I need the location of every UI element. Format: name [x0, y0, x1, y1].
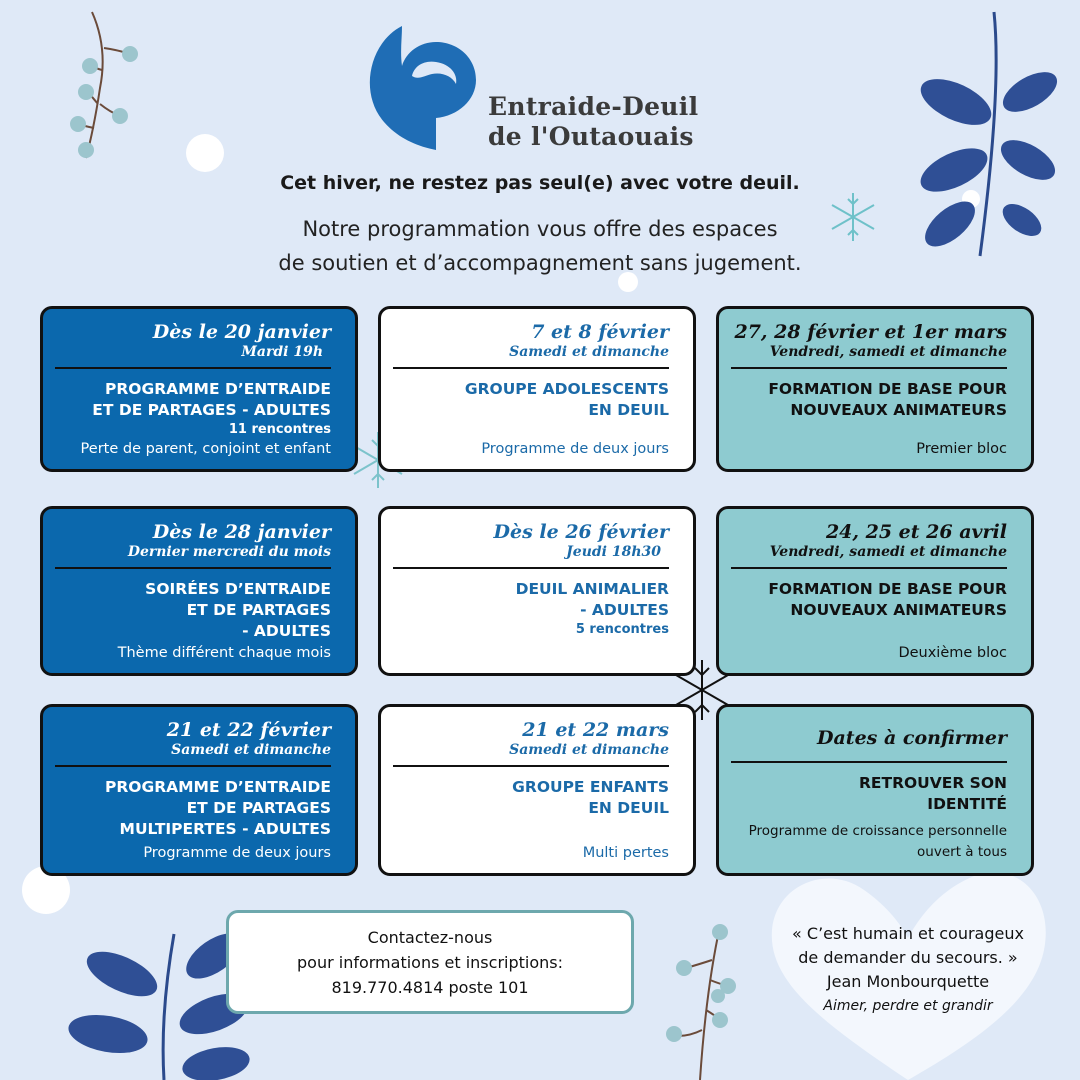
card-schedule: Mardi 19h [241, 344, 323, 360]
card-title: - ADULTES [242, 622, 331, 640]
card-date: Dates à confirmer [817, 727, 1007, 749]
card-date: Dès le 26 février [493, 521, 669, 543]
card-schedule: Dernier mercredi du mois [127, 544, 331, 560]
intro-line: Notre programmation vous offre des espaces [302, 217, 778, 241]
card-title: NOUVEAUX ANIMATEURS [790, 601, 1007, 619]
quote-line: de demander du secours. » [798, 948, 1018, 967]
berry-branch-icon [660, 920, 750, 1080]
card-date: Dès le 28 janvier [152, 521, 331, 543]
card-description: Perte de parent, conjoint et enfant [80, 441, 331, 457]
card-date: 21 et 22 février [166, 719, 331, 741]
card-title: GROUPE ENFANTS [512, 778, 669, 796]
leaf-branch-icon [910, 10, 1060, 260]
headline: Cet hiver, ne restez pas seul(e) avec votre deuil. [280, 172, 800, 194]
card-title: - ADULTES [580, 601, 669, 619]
program-card [716, 506, 1034, 676]
card-description: Multi pertes [582, 845, 669, 861]
contact-phone: 819.770.4814 poste 101 [331, 978, 529, 997]
berry-branch-icon [60, 8, 150, 168]
card-sessions: 11 rencontres [228, 422, 331, 437]
card-title: PROGRAMME D’ENTRAIDE [105, 380, 331, 398]
program-card [40, 306, 358, 472]
card-date: 7 et 8 février [531, 321, 669, 343]
card-schedule: Samedi et dimanche [171, 742, 331, 758]
card-schedule: Vendredi, samedi et dimanche [769, 344, 1007, 360]
card-date: 21 et 22 mars [522, 719, 669, 741]
divider [55, 367, 331, 369]
card-schedule: Samedi et dimanche [509, 742, 669, 758]
divider [731, 761, 1007, 763]
card-title: ET DE PARTAGES [186, 799, 331, 817]
program-card [716, 704, 1034, 876]
card-description: Programme de deux jours [143, 845, 331, 861]
program-card [716, 306, 1034, 472]
logo-icon [362, 22, 480, 154]
program-card [40, 704, 358, 876]
intro-text [200, 212, 880, 280]
org-name-line1: Entraide-Deuil [488, 92, 699, 121]
card-title: DEUIL ANIMALIER [515, 580, 669, 598]
card-title: EN DEUIL [588, 401, 669, 419]
divider [393, 567, 669, 569]
program-card [378, 506, 696, 676]
card-title: FORMATION DE BASE POUR [768, 380, 1007, 398]
divider [393, 367, 669, 369]
quote-book: Aimer, perdre et grandir [823, 998, 993, 1014]
contact-line: pour informations et inscriptions: [297, 953, 563, 972]
snow-dot [186, 134, 224, 172]
card-title: GROUPE ADOLESCENTS [464, 380, 669, 398]
card-description: Thème différent chaque mois [117, 645, 331, 661]
card-description: Deuxième bloc [898, 645, 1007, 661]
program-card [378, 306, 696, 472]
card-title: NOUVEAUX ANIMATEURS [790, 401, 1007, 419]
contact-box [226, 910, 634, 1014]
contact-line: Contactez-nous [367, 928, 493, 947]
card-date: Dès le 20 janvier [152, 321, 331, 343]
card-title: PROGRAMME D’ENTRAIDE [105, 778, 331, 796]
quote-author: Jean Monbourquette [826, 972, 990, 991]
card-title: SOIRÉES D’ENTRAIDE [145, 580, 331, 598]
quote [770, 922, 1046, 1018]
card-schedule: Vendredi, samedi et dimanche [769, 544, 1007, 560]
card-title: EN DEUIL [588, 799, 669, 817]
divider [55, 567, 331, 569]
card-date: 24, 25 et 26 avril [825, 521, 1007, 543]
quote-line: « C’est humain et courageux [792, 924, 1024, 943]
org-name [488, 92, 698, 152]
card-title: FORMATION DE BASE POUR [768, 580, 1007, 598]
card-sessions: 5 rencontres [575, 622, 669, 637]
card-title: IDENTITÉ [927, 795, 1007, 813]
card-title: ET DE PARTAGES [186, 601, 331, 619]
divider [731, 567, 1007, 569]
card-description: Premier bloc [916, 441, 1007, 457]
divider [731, 367, 1007, 369]
card-schedule: Samedi et dimanche [509, 344, 669, 360]
card-title: RETROUVER SON [858, 774, 1007, 792]
card-title: MULTIPERTES - ADULTES [119, 820, 331, 838]
divider [55, 765, 331, 767]
card-schedule: Jeudi 18h30 [566, 544, 661, 560]
org-name-line2: de l'Outaouais [488, 122, 694, 151]
divider [393, 765, 669, 767]
program-card [40, 506, 358, 676]
card-title: ET DE PARTAGES - ADULTES [92, 401, 331, 419]
program-card [378, 704, 696, 876]
card-description [749, 821, 1007, 863]
card-description-line: Programme de croissance personnelle [748, 823, 1007, 839]
card-date: 27, 28 février et 1er mars [734, 321, 1007, 343]
card-description: Programme de deux jours [481, 441, 669, 457]
intro-line: de soutien et d’accompagnement sans jugement. [278, 251, 802, 275]
card-description-line: ouvert à tous [917, 844, 1007, 860]
